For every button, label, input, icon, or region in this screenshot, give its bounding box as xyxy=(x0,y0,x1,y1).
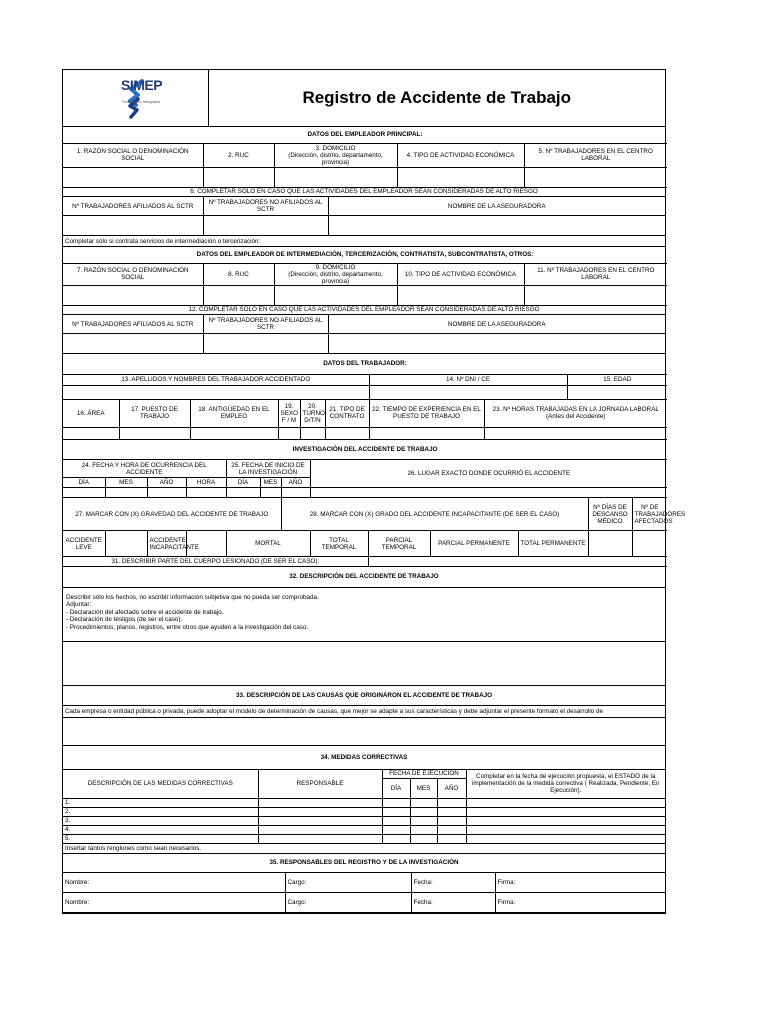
input-cell[interactable] xyxy=(397,285,524,305)
col-header: Nº TRABAJADORES AFILIADOS AL SCTR xyxy=(63,315,203,334)
form-header xyxy=(63,70,665,127)
input-cell[interactable] xyxy=(119,427,190,439)
col-header: AÑO xyxy=(437,778,466,798)
input-cell[interactable] xyxy=(567,385,667,399)
option-label: MORTAL xyxy=(226,531,310,557)
checkbox-cell[interactable] xyxy=(105,531,147,557)
option-label: PARCIAL TEMPORAL xyxy=(368,531,430,557)
measure-row[interactable]: 5. xyxy=(63,834,258,843)
input-cell[interactable] xyxy=(369,385,567,399)
col-header: 14. Nº DNI / CE xyxy=(369,374,567,385)
input-cell[interactable] xyxy=(260,488,281,498)
col-header: 4. TIPO DE ACTIVIDAD ECONÓMICA xyxy=(397,143,524,167)
signature-field[interactable]: Firma: xyxy=(495,893,665,913)
input-cell[interactable] xyxy=(382,834,410,843)
input-cell[interactable] xyxy=(190,427,278,439)
input-cell[interactable] xyxy=(258,825,382,834)
col-header: Nº DE TRABAJADORES AFECTADOS xyxy=(632,498,667,531)
col-header: 21. TIPO DE CONTRATO xyxy=(325,399,369,427)
col-header: 20. TURNO D/T/N xyxy=(300,399,325,427)
input-cell[interactable] xyxy=(274,167,397,187)
input-cell[interactable] xyxy=(203,216,328,236)
signature-field[interactable]: Firma: xyxy=(495,873,665,893)
section-title: 34. MEDIDAS CORRECTIVAS xyxy=(63,746,665,769)
input-cell[interactable] xyxy=(437,816,466,825)
high-risk-title: 12. COMPLETAR SÓLO EN CASO QUE LAS ACTIVIDADES DEL EMPLEADOR SEAN CONSIDERADAS DE ALTO RIESGO xyxy=(63,306,665,315)
instruction-line: - Declaración de testigos (de ser el caso). xyxy=(66,616,183,624)
description-input[interactable] xyxy=(63,641,665,685)
col-header-line: 23. Nº HORAS TRABAJADAS EN LA JORNADA LABORAL xyxy=(492,406,659,413)
col-header: 11. Nº TRABAJADORES EN EL CENTRO LABORAL xyxy=(524,263,667,285)
input-cell[interactable] xyxy=(258,807,382,816)
description-instructions xyxy=(63,587,665,641)
causes-text: Cada empresa o entidad pública o privada, puede adoptar el modelo de determinación de causas, que mejor se adapte a sus características y debe adjuntar el presente formato el desarrollo de xyxy=(63,706,665,718)
col-header: MES xyxy=(410,778,437,798)
col-header: 2. RUC xyxy=(203,143,274,167)
input-cell[interactable] xyxy=(466,816,665,825)
input-cell[interactable] xyxy=(437,834,466,843)
col-header: AÑO xyxy=(147,478,186,488)
option-label: TOTAL TEMPORAL xyxy=(310,531,368,557)
input-cell[interactable] xyxy=(63,334,203,354)
input-cell[interactable] xyxy=(524,285,667,305)
causes-input[interactable] xyxy=(63,718,665,746)
input-cell[interactable] xyxy=(437,807,466,816)
col-header: DÍA xyxy=(382,778,410,798)
col-header: 17. PUESTO DE TRABAJO xyxy=(119,399,190,427)
causes-section xyxy=(63,686,665,747)
section-title: 35. RESPONSABLES DEL REGISTRO Y DE LA INVESTIGACIÓN xyxy=(63,854,665,873)
measure-row[interactable]: 2. xyxy=(63,807,258,816)
section-title: INVESTIGACIÓN DEL ACCIDENTE DE TRABAJO xyxy=(63,440,667,460)
input-cell[interactable] xyxy=(274,285,397,305)
col-header: DESCRIPCIÓN DE LAS MEDIDAS CORRECTIVAS xyxy=(63,769,258,798)
section-title: DATOS DEL TRABAJADOR: xyxy=(63,354,667,374)
col-header: 24. FECHA Y HORA DE OCURRENCIA DEL ACCIDENTE xyxy=(63,460,226,478)
col-header: 16. ÁREA xyxy=(63,399,119,427)
col-header-line: 9. DOMICILIO xyxy=(315,263,356,271)
col-header: 25. FECHA DE INICIO DE LA INVESTIGACIÓN xyxy=(226,460,310,478)
input-cell[interactable] xyxy=(328,334,665,354)
input-cell[interactable] xyxy=(382,825,410,834)
date-field[interactable]: Fecha: xyxy=(411,873,495,893)
input-cell[interactable] xyxy=(278,427,300,439)
col-header: 28. MARCAR CON (X) GRADO DEL ACCIDENTE INCAPACITANTE (DE SER EL CASO) xyxy=(281,498,588,531)
simep-logo xyxy=(101,77,171,116)
instruction-line: - Declaración del afectado sobre el accidente de trabajo. xyxy=(66,608,224,616)
col-header: Nº TRABAJADORES AFILIADOS AL SCTR xyxy=(63,197,203,216)
description-section xyxy=(63,567,665,686)
input-cell[interactable] xyxy=(63,167,203,187)
name-field[interactable]: Nombre: xyxy=(63,873,285,893)
measure-row[interactable]: 3. xyxy=(63,816,258,825)
responsibles-section xyxy=(63,854,665,914)
col-header: FECHA DE EJECUCIÓN xyxy=(382,769,466,778)
col-header: Nº TRABAJADORES NO AFILIADOS AL SCTR xyxy=(203,197,328,216)
col-header: MES xyxy=(105,478,147,488)
col-header: 22. TIEMPO DE EXPERIENCIA EN EL PUESTO DE TRABAJO xyxy=(369,399,484,427)
col-header: 26. LUGAR EXACTO DONDE OCURRIÓ EL ACCIDENTE xyxy=(310,460,667,488)
intermediary-high-risk xyxy=(63,306,665,355)
input-cell[interactable] xyxy=(203,285,274,305)
section-title: DATOS DEL EMPLEADOR PRINCIPAL: xyxy=(63,127,667,143)
col-header: DÍA xyxy=(226,478,260,488)
input-cell[interactable] xyxy=(258,834,382,843)
input-cell[interactable] xyxy=(310,488,667,498)
option-label: ACCIDENTE INCAPACITANTE xyxy=(147,531,186,557)
measures-note: Insertar tantos renglones como sean necesarios. xyxy=(63,843,665,853)
col-header xyxy=(484,399,667,427)
date-field[interactable]: Fecha: xyxy=(411,893,495,913)
input-cell[interactable] xyxy=(437,825,466,834)
col-header: AÑO xyxy=(281,478,310,488)
name-field[interactable]: Nombre: xyxy=(63,893,285,913)
input-cell[interactable] xyxy=(524,167,667,187)
intermediary-section xyxy=(63,247,667,306)
col-header: 15. EDAD xyxy=(567,374,667,385)
employer-section xyxy=(63,127,667,188)
input-cell[interactable] xyxy=(368,557,667,567)
high-risk-title: 6. COMPLETAR SÓLO EN CASO QUE LAS ACTIVIDADES DEL EMPLEADOR SEAN CONSIDERADAS DE ALTO RIESGO xyxy=(63,188,665,197)
input-cell[interactable] xyxy=(466,825,665,834)
col-header: NOMBRE DE LA ASEGURADORA xyxy=(328,315,665,334)
input-cell[interactable] xyxy=(369,427,484,439)
col-header-line: (Dirección, distrito, departamento, provincia) xyxy=(288,270,383,285)
section-title: 33. DESCRIPCIÓN DE LAS CAUSAS QUE ORIGINARON EL ACCIDENTE DE TRABAJO xyxy=(63,686,665,706)
input-cell[interactable] xyxy=(410,798,437,807)
input-cell[interactable] xyxy=(63,385,369,399)
input-cell[interactable] xyxy=(105,488,147,498)
col-header: Nº TRABAJADORES NO AFILIADOS AL SCTR xyxy=(203,315,328,334)
input-cell[interactable] xyxy=(466,798,665,807)
option-label: ACCIDENTE LEVE xyxy=(63,531,105,557)
measures-section xyxy=(63,746,665,854)
input-cell[interactable] xyxy=(203,334,328,354)
body-part-label: 31. DESCRIBIR PARTE DEL CUERPO LESIONADO (DE SER EL CASO): xyxy=(63,557,368,567)
col-header xyxy=(274,143,397,167)
input-cell[interactable] xyxy=(325,427,369,439)
section-title: 32. DESCRIPCIÓN DEL ACCIDENTE DE TRABAJO xyxy=(63,567,665,587)
input-cell[interactable] xyxy=(63,488,105,498)
input-cell[interactable] xyxy=(147,488,186,498)
input-cell[interactable] xyxy=(466,834,665,843)
input-cell[interactable] xyxy=(258,816,382,825)
col-header: 7. RAZÓN SOCIAL O DENOMINACIÓN SOCIAL xyxy=(63,263,203,285)
section-title: DATOS DEL EMPLEADOR DE INTERMEDIACIÓN, TERCERIZACIÓN, CONTRATISTA, SUBCONTRATISTA, OTROS: xyxy=(63,247,667,263)
input-cell[interactable] xyxy=(63,427,119,439)
input-cell[interactable] xyxy=(588,531,632,557)
col-header: 13. APELLIDOS Y NOMBRES DEL TRABAJADOR ACCIDENTADO xyxy=(63,374,369,385)
input-cell[interactable] xyxy=(466,807,665,816)
col-header: DÍA xyxy=(63,478,105,488)
input-cell[interactable] xyxy=(258,798,382,807)
col-header: NOMBRE DE LA ASEGURADORA xyxy=(328,197,665,216)
col-header: 5. Nº TRABAJADORES EN EL CENTRO LABORAL xyxy=(524,143,667,167)
col-header: Completar en la fecha de ejecución propuesta, el ESTADO de la implementación de la medida correctiva ( Realizada, Pendiente, En Ejecución). xyxy=(466,769,665,798)
col-header-line: 3. DOMICILIO xyxy=(315,144,356,152)
input-cell[interactable] xyxy=(632,531,667,557)
input-cell[interactable] xyxy=(186,488,226,498)
input-cell[interactable] xyxy=(226,488,260,498)
col-header: HORA xyxy=(186,478,226,488)
input-cell[interactable] xyxy=(300,427,325,439)
role-field[interactable]: Cargo: xyxy=(285,893,411,913)
measure-row[interactable]: 4. xyxy=(63,825,258,834)
col-header: 19. SEXO F / M xyxy=(278,399,300,427)
col-header: 27. MARCAR CON (X) GRAVEDAD DEL ACCIDENTE DE TRABAJO xyxy=(63,498,281,531)
worker-section xyxy=(63,354,667,440)
measure-row[interactable]: 1. xyxy=(63,798,258,807)
accident-report-form xyxy=(62,69,686,914)
logo-subtitle: Soluciones Integrales xyxy=(122,99,161,104)
col-header: 18. ANTIGÜEDAD EN EL EMPLEO xyxy=(190,399,278,427)
input-cell[interactable] xyxy=(484,427,667,439)
col-header-line: (Dirección, distrito, departamento, provincia) xyxy=(288,151,383,166)
input-cell[interactable] xyxy=(410,807,437,816)
col-header: 1. RAZÓN SOCIAL O DENOMINACIÓN SOCIAL xyxy=(63,143,203,167)
page-title: Registro de Accidente de Trabajo xyxy=(208,70,665,127)
input-cell[interactable] xyxy=(382,798,410,807)
option-label: TOTAL PERMANENTE xyxy=(518,531,588,557)
input-cell[interactable] xyxy=(281,488,310,498)
input-cell[interactable] xyxy=(63,216,203,236)
input-cell[interactable] xyxy=(397,167,524,187)
employer-high-risk xyxy=(63,188,665,248)
investigation-section xyxy=(63,440,686,568)
intermediation-note: Completar sólo si contrata servicios de intermediación o tercerización: xyxy=(63,236,665,247)
input-cell[interactable] xyxy=(382,807,410,816)
input-cell[interactable] xyxy=(437,798,466,807)
option-label: PARCIAL PERMANENTE xyxy=(430,531,518,557)
role-field[interactable]: Cargo: xyxy=(285,873,411,893)
input-cell[interactable] xyxy=(328,216,665,236)
col-header: Nº DÍAS DE DESCANSO MÉDICO xyxy=(588,498,632,531)
instruction-line: Adjuntar: xyxy=(66,601,92,609)
input-cell[interactable] xyxy=(410,816,437,825)
input-cell[interactable] xyxy=(63,285,203,305)
instruction-line: - Procedimientos, planos, registros, entre otros que ayuden a la investigación del caso. xyxy=(66,623,309,631)
logo-cell xyxy=(63,70,208,127)
input-cell[interactable] xyxy=(382,816,410,825)
col-header-line: (Antes del Accidente) xyxy=(546,413,606,420)
input-cell[interactable] xyxy=(410,825,437,834)
instruction-line: Describir sólo los hechos, no escribir información subjetiva que no pueda ser comprobada. xyxy=(66,593,319,601)
input-cell[interactable] xyxy=(410,834,437,843)
col-header: MES xyxy=(260,478,281,488)
logo-name: SIMEP xyxy=(121,77,163,93)
input-cell[interactable] xyxy=(203,167,274,187)
col-header xyxy=(274,263,397,285)
col-header: 8. RUC xyxy=(203,263,274,285)
col-header: RESPONSABLE xyxy=(258,769,382,798)
col-header: 10. TIPO DE ACTIVIDAD ECONÓMICA xyxy=(397,263,524,285)
